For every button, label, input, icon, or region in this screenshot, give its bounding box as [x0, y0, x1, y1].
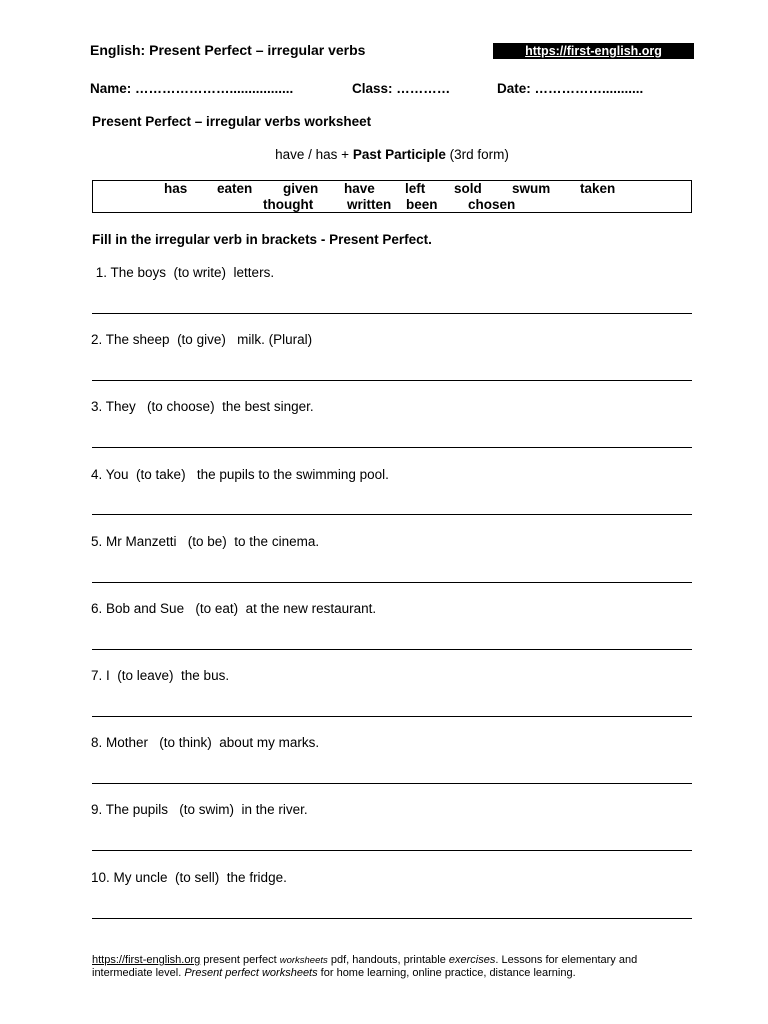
word-bank-word: chosen: [468, 197, 516, 212]
answer-line[interactable]: [92, 514, 692, 515]
word-bank-word: written: [347, 197, 392, 212]
word-bank-word: have: [344, 181, 375, 196]
answer-line[interactable]: [92, 313, 692, 314]
footer-t2: worksheets: [279, 955, 328, 966]
answer-line[interactable]: [92, 850, 692, 851]
question-item: 8. Mother (to think) about my marks.: [91, 735, 320, 750]
footer-text: [92, 954, 692, 980]
site-url-link[interactable]: https://first-english.org: [493, 43, 694, 59]
answer-line[interactable]: [92, 716, 692, 717]
header-title: English: Present Perfect – irregular verbs: [90, 42, 366, 58]
word-bank: [92, 180, 692, 213]
formula-bold: Past Participle: [352, 147, 446, 162]
footer-t3: pdf, handouts, printable: [327, 954, 449, 966]
question-item: 7. I (to leave) the bus.: [91, 668, 230, 683]
word-bank-word: eaten: [217, 181, 253, 196]
word-bank-word: given: [283, 181, 319, 196]
question-item: 3. They (to choose) the best singer.: [91, 399, 314, 414]
word-bank-word: has: [164, 181, 188, 196]
footer-t7: for home learning, online practice, distance learning.: [317, 967, 576, 979]
question-item: 10. My uncle (to sell) the fridge.: [91, 870, 287, 885]
date-field[interactable]: Date: ……………...........: [497, 81, 644, 96]
word-bank-word: swum: [512, 181, 551, 196]
word-bank-word: left: [405, 181, 426, 196]
question-item: 1. The boys (to write) letters.: [92, 265, 275, 280]
class-field[interactable]: Class: …………: [352, 81, 451, 96]
word-bank-word: been: [406, 197, 438, 212]
name-field[interactable]: Name: ………………….................: [90, 81, 294, 96]
footer-t1: present perfect: [200, 954, 280, 966]
word-bank-word: sold: [454, 181, 482, 196]
question-item: 9. The pupils (to swim) in the river.: [91, 802, 308, 817]
worksheet-title: Present Perfect – irregular verbs worksheet: [92, 114, 372, 129]
answer-line[interactable]: [92, 918, 692, 919]
answer-line[interactable]: [92, 582, 692, 583]
word-bank-word: taken: [580, 181, 616, 196]
answer-line[interactable]: [92, 783, 692, 784]
formula-suffix: (3rd form): [445, 147, 509, 162]
answer-line[interactable]: [92, 380, 692, 381]
grammar-formula: [0, 147, 768, 162]
answer-line[interactable]: [92, 649, 692, 650]
question-item: 4. You (to take) the pupils to the swimming pool.: [91, 467, 389, 482]
question-item: 2. The sheep (to give) milk. (Plural): [91, 332, 313, 347]
answer-line[interactable]: [92, 447, 692, 448]
footer-link[interactable]: https://first-english.org: [92, 954, 201, 966]
formula-prefix: have / has +: [275, 147, 353, 162]
instruction-text: Fill in the irregular verb in brackets - Present Perfect.: [92, 232, 432, 247]
question-item: 6. Bob and Sue (to eat) at the new restaurant.: [91, 601, 377, 616]
question-item: 5. Mr Manzetti (to be) to the cinema.: [91, 534, 320, 549]
word-bank-word: thought: [263, 197, 314, 212]
footer-t5: . Lessons for elementary and intermediate level.: [92, 954, 638, 979]
footer-t4: exercises: [448, 954, 496, 966]
footer-t6: Present perfect worksheets: [184, 967, 318, 979]
